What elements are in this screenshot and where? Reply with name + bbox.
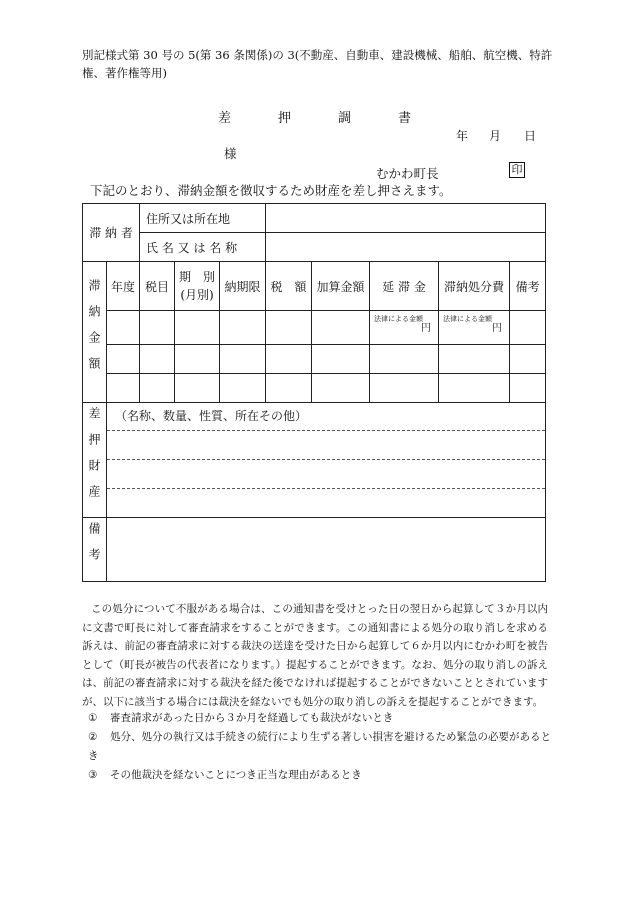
col-period: 期 別 (月別) xyxy=(175,262,220,311)
list-item xyxy=(88,728,558,766)
title-char-1: 差 xyxy=(218,111,232,126)
seizure-form-table xyxy=(82,203,546,582)
cell-tax-item[interactable] xyxy=(140,311,175,345)
seized-property-area[interactable] xyxy=(107,403,546,518)
table-row xyxy=(83,374,546,403)
cell-remarks[interactable] xyxy=(510,311,546,345)
col-year: 年度 xyxy=(107,262,140,311)
item-text: 処分、処分の執行又は手続きの続行により生ずる著しい損害を避けるため緊急の必要があるとき xyxy=(88,731,551,762)
appeal-paragraph: この処分について不服がある場合は、この通知書を受けとった日の翌日から起算して３か月以内に文書で町長に対して審査請求をすることができます。この通知書による処分の取り消しを求める訴えは、前記の審査請求に対する裁決の送達を受けた日から起算して６か月以内にむかわ町を被告として（町長が被告の代表者になります。）提起することができます。なお、処分の取り消しの訴えは、前記の審査請求に対する裁決を経た後でなければ提起することができないこととされていますが、以下に該当する場合には裁決を経ないでも処分の取り消しの訴えを提起することができます。 xyxy=(82,603,548,708)
late-fee-legal-cell[interactable] xyxy=(370,311,439,345)
appeal-notice xyxy=(82,600,548,712)
list-item xyxy=(88,766,558,785)
remarks-area[interactable] xyxy=(107,518,546,582)
item-number: ③ xyxy=(88,769,98,781)
title-char-4: 書 xyxy=(398,111,412,126)
seized-line xyxy=(107,460,545,489)
form-reference: 別記様式第 30 号の 5(第 36 条関係)の 3(不動産、自動車、建設機械、船舶、航空機、特許権、著作権等用) xyxy=(82,48,553,80)
cell-additional[interactable] xyxy=(312,311,370,345)
yen-unit: 円 xyxy=(421,323,432,334)
seized-label: 差押財産 xyxy=(87,406,101,511)
legal-amount-note: 法律による金額 xyxy=(443,315,493,323)
table-row xyxy=(83,345,546,374)
amount-label-cell xyxy=(83,262,107,403)
intro-text: 下記のとおり、滞納金額を徴収するため財産を差し押さえます。 xyxy=(90,183,452,198)
item-text: 審査請求があった日から３か月を経過しても裁決がないとき xyxy=(110,712,394,724)
yen-unit: 円 xyxy=(492,323,503,334)
item-number: ① xyxy=(88,712,98,724)
amount-label: 滞納金額 xyxy=(87,278,101,383)
address-value[interactable] xyxy=(266,204,546,233)
col-additional: 加算金額 xyxy=(312,262,370,311)
cell-due[interactable] xyxy=(220,311,266,345)
table-row xyxy=(83,311,546,345)
title-char-3: 調 xyxy=(338,111,352,126)
cell-year[interactable] xyxy=(107,311,140,345)
remarks-label-cell xyxy=(83,518,107,582)
taxpayer-label: 滞 納 者 xyxy=(83,204,140,262)
col-due-date: 納期限 xyxy=(220,262,266,311)
col-disposal-cost: 滞納処分費 xyxy=(439,262,510,311)
remarks-label: 備考 xyxy=(87,522,101,574)
address-label: 住所又は所在地 xyxy=(140,204,266,233)
date-month: 月 xyxy=(489,129,502,143)
recipient-suffix: 様 xyxy=(224,146,237,161)
legal-amount-note: 法律による金額 xyxy=(374,315,424,323)
list-item xyxy=(88,709,558,728)
title-char-2: 押 xyxy=(278,111,292,126)
date-day: 日 xyxy=(524,129,537,143)
seal-mark: 印 xyxy=(509,162,525,178)
cell-tax[interactable] xyxy=(266,311,312,345)
issuer-name: むかわ町長 xyxy=(376,166,439,181)
item-text: その他裁決を経ないことにつき正当な理由があるとき xyxy=(110,769,362,781)
exception-list xyxy=(88,709,558,785)
col-remarks: 備考 xyxy=(510,262,546,311)
col-late-fee: 延 滞 金 xyxy=(370,262,439,311)
col-tax-amount: 税 額 xyxy=(266,262,312,311)
seized-line xyxy=(107,489,545,517)
seized-line xyxy=(107,431,545,460)
col-tax-item: 税目 xyxy=(140,262,175,311)
seized-hint: （名称、数量、性質、所在その他） xyxy=(107,403,545,431)
disposal-legal-cell[interactable] xyxy=(439,311,510,345)
cell-period[interactable] xyxy=(175,311,220,345)
name-value[interactable] xyxy=(266,233,546,262)
name-label: 氏 名 又 は 名 称 xyxy=(140,233,266,262)
item-number: ② xyxy=(88,731,98,743)
date-year: 年 xyxy=(456,129,469,143)
seized-label-cell xyxy=(83,403,107,518)
